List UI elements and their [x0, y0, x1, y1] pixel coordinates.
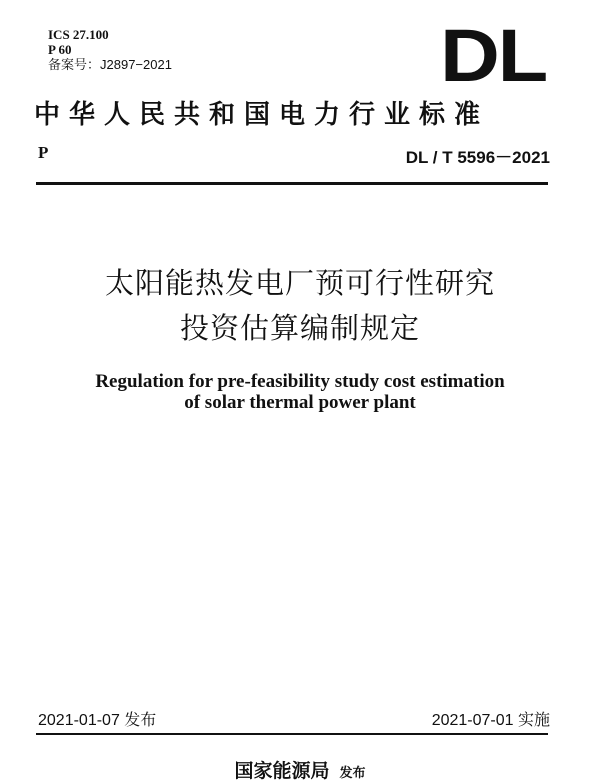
issuer-action: 发布 [339, 766, 366, 781]
implementation-date: 2021-07-01 实施 [431, 712, 550, 729]
bottom-divider [36, 733, 548, 735]
english-title-line-1: Regulation for pre-feasibility study cost estimation [95, 371, 505, 392]
chinese-title-line-2: 投资估算编制规定 [179, 311, 420, 345]
issuer-name: 国家能源局 [234, 760, 330, 782]
standard-type-heading: 中华人民共和国电力行业标准 [34, 100, 490, 130]
release-date: 2021-01-07 发布 [38, 712, 157, 729]
issuer [0, 756, 600, 783]
classification-codes [48, 27, 172, 72]
chinese-title-line-1: 太阳能热发电厂预可行性研究 [104, 266, 495, 300]
category-letter: P [38, 143, 49, 162]
top-divider [36, 182, 548, 185]
ics-code: ICS 27.100 [48, 27, 109, 42]
dl-logo: DL [440, 14, 547, 97]
standard-number: DL / T 5596－2021 [405, 148, 550, 167]
ccs-code: P 60 [48, 42, 72, 57]
english-title-line-2: of solar thermal power plant [184, 392, 416, 413]
record-number: 备案号：J2897−2021 [48, 57, 172, 72]
